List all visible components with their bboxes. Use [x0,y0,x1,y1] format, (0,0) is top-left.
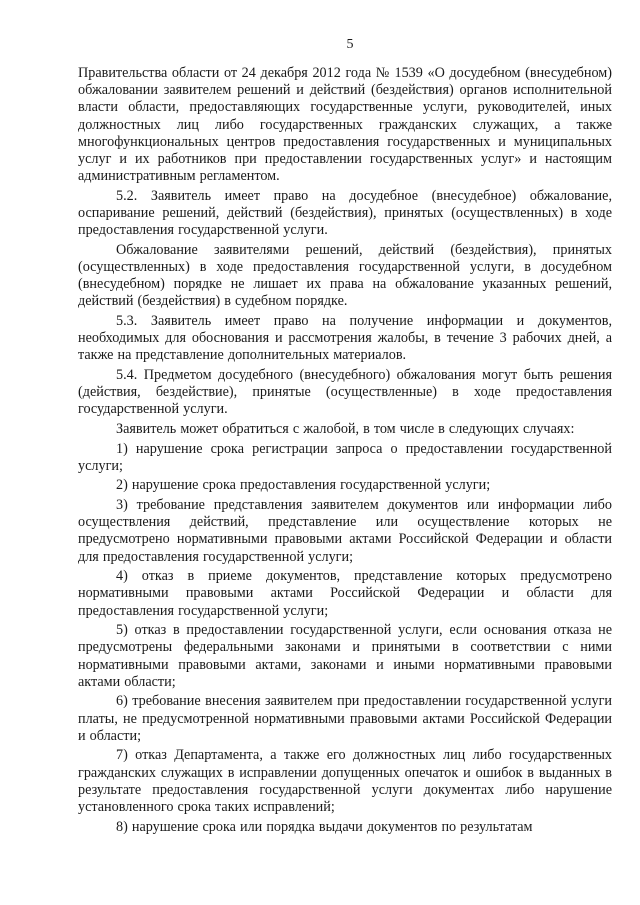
list-item-1: 1) нарушение срока регистрации запроса о предоставлении государственной услуги; [78,440,612,474]
paragraph-5-2: 5.2. Заявитель имеет право на досудебное (внесудебное) обжалование, оспаривание решений, действий (бездействия), принятых (осуществленных) в ходе предоставления государственной услуги. [78,187,612,239]
paragraph-cases-intro: Заявитель может обратиться с жалобой, в том числе в следующих случаях: [116,421,575,438]
list-item-8: 8) нарушение срока или порядка выдачи документов по результатам [116,818,533,835]
paragraph-appeal-rights: Обжалование заявителями решений, действий (бездействия), принятых (осуществленных) в ходе предоставления государственной услуги, в досудебном (внесудебном) порядке не лишает их права на обжалование указанных решений, действий (бездействия) в судебном порядке. [78,241,612,310]
paragraph-5-3: 5.3. Заявитель имеет право на получение информации и документов, необходимых для обоснования и рассмотрения жалобы, в течение 3 рабочих дней, а также на представление дополнительных материалов. [78,313,612,364]
list-item-4: 4) отказ в приеме документов, представление которых предусмотрено нормативными правовыми актами Российской Федерации и области для предоставления государственной услуги; [78,568,612,619]
list-item-5: 5) отказ в предоставлении государственной услуги, если основания отказа не предусмотрены федеральными законами и принятыми в соответствии с ними нормативными правовыми актами, законами и иными нормативными правовыми актами области; [78,622,612,690]
list-item-7: 7) отказ Департамента, а также его должностных лиц либо государственных гражданских служащих в исправлении допущенных опечаток и ошибок в выданных в результате предоставления государственной услуги документах либо нарушение установленного срока таких исправлений; [78,747,612,816]
list-item-2: 2) нарушение срока предоставления государственной услуги; [116,477,491,494]
list-item-6: 6) требование внесения заявителем при предоставлении государственной услуги платы, не предусмотренной нормативными правовыми актами Российской Федерации и области; [78,693,612,744]
paragraph-regulation-reference: Правительства области от 24 декабря 2012 года № 1539 «О досудебном (внесудебном) обжаловании заявителем решений и действий (бездействия) органов исполнительной власти области, предоставляющих государственные услуги, руководителей, иных должностных лиц либо государственных гражданских служащих, а также многофункциональных центров предоставления государственных и муниципальных услуг и их работников при предоставлении государственных услуг» и настоящим административным регламентом. [78,65,612,185]
page-number: 5 [346,37,354,52]
list-item-3: 3) требование представления заявителем документов или информации либо осуществления действий, представление или осуществление которых не предусмотрено нормативными правовыми актами Российской Федерации и области для предоставления государственной услуги; [78,497,612,565]
paragraph-5-4: 5.4. Предметом досудебного (внесудебного) обжалования могут быть решения (действия, бездействие), принятые (осуществленные) в ходе предоставления государственной услуги. [78,367,612,418]
